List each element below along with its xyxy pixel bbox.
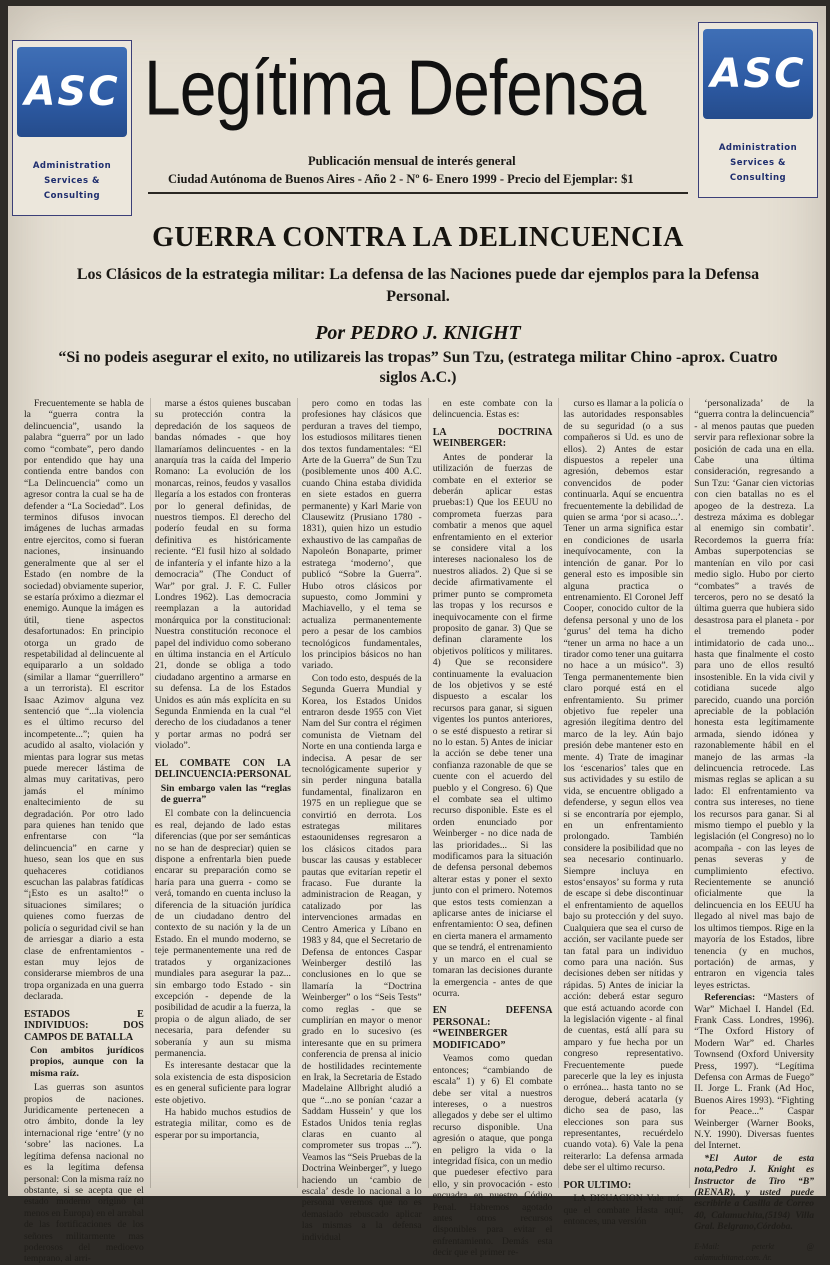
article-byline: Por PEDRO J. KNIGHT	[315, 322, 521, 344]
article-deck: Los Clásicos de la estrategia militar: La defensa de las Naciones puede dar ejemplos para la Defensa Personal.	[76, 266, 760, 305]
article-body	[24, 398, 815, 1265]
asc-logo-caption: Administration Services & Consulting	[32, 161, 112, 201]
references	[694, 992, 814, 1152]
column-4	[428, 398, 553, 1259]
paragraph: El combate con la delincuencia es real, dejando de lado estas diferencias (que por ser semánticas no se han de despreciar) quien se dispone a enfrentarla bien puede encarar su preparación como se haría para una guerra - como se verá, tomando en cuenta incluso la diferencia de la situación jurídica de un ciudadano dentro del contexto de su nación y la de un Estado. En el mundo moderno, se teje permanentemente una red de tratados y organizaciones mundiales para asegurar la paz... sin embargo todo Estado - sin excepción - depende de la posibilidad de acudir a la fuerza, la propia o de algun aliado, de ser necesaria, para defender su soberanía y aun su misma permanencia.	[154, 808, 291, 1059]
section-heading: ESTADOS E INDIVIDUOS: DOS CAMPOS DE BATALLA	[24, 1008, 144, 1043]
column-6	[689, 398, 815, 1263]
asc-logo-art	[703, 29, 813, 119]
section-subheading: Sin embargo valen las “reglas de guerra”	[160, 782, 291, 805]
section-heading: POR ULTIMO:	[563, 1179, 632, 1191]
paragraph: Las guerras son asuntos propios de naciones. Juridicamente pertenecen a otro ámbito, donde la ley internacional rige ‘entre’ (y no ‘sobre’ las naciones. La legítima defensa nacional no es la legítima defensa personal: Con la misma raíz no obstante, si se acepta que el estado moderno originó (al menos en Europa) en el arrabal de las fortificaciones de los señores militarmente mas poderosos del medioevo temprano, al arri-	[24, 1082, 144, 1265]
paragraph: Veamos como quedan entonces; “cambiando de escala” 1) y 6) El combate debe ser vital a nuestros intereses, o a nuestros allegados y debe ser el ultimo recurso disponible. Una agresión o ataque, que ponga en peligro la vida o la integridad física, con un medio que puedeser efectivo para ello, y sin provocación - esto encuadra en nuestro Código Penal. Habremos agotado antes otros recursos disponibles para evitar el enfrentamiento. Demás esta decir que el primer re-	[432, 1053, 553, 1259]
paragraph: Frecuentemente se habla de la “guerra contra la delincuencia”, usando la palabra “guerra” por un lado como “combate”, pero dando por entendido que hay una contienda entre bandos con “La Delincuencia” como un agresor contra la cual se ha de defender a “La Sociedad”. Los terminos difusos invocan imágenes de luchas armadas entre ejercitos, como si fueran naciones, insinuando generalmente que al ser el Estado (en nombre de la sociedad) obviamente superior, se estaría próximo a diezmar el enemigo. Aunque la imágen es útil, tiene aspectos desafortunados: En principio otorga un grado de respetabilidad al delincuente al equipararlo a un soldado (similar a llamar “guerrillero” a un terrorista). El escritor Isaac Azimov alguna vez sentenció que “...la violencia es el último recurso del incompetente...”; quien ha acudido al asalto, violación y mientas para lograr sus metas puede merecer lástima de almas muy caritativas, pero jamás el mínimo enaltecimiento de su degradación. Por otro lado para quienes han tenido que enfrentarse con “la delincuencia” en carne y hueso, sean los que en sus quehaceres cotidianos escuchan las palabras fatídicas “¡Esto es un asalto!” o situaciones similares; o quienes como fuerzas de policía o seguridad civil se han de arriesgar a diario a esta clase de enfrentamientos - estan muy lejos de considerarse miembros de una tropa organizada en una guerra declarada.	[24, 398, 144, 1003]
paragraph: marse a éstos quienes buscaban su protección contra la depredación de los saqueos de bandas nómades - que hoy llamaríamos delincuentes - en la anarquía tras la caída del Imperio Romano: La evolución de los monarcas, reinos, feudos y vasallos llegaría a los estados con fronteras por lo general definidas, de nuestros tiempos. El derecho del poderío feudal en su forma definitiva es históricamente reciente. “El fusil hizo al soldado de infantería y el infante hizo a la democracia” (The Conduct of War” por gral. J. F. C. Fuller Londres 1962). Las democracia reemplazan a la autoridad monárquica por la constitucional: Nuestra constitución reconoce el papel del individuo como soberano en última instancia en el Artículo 21, donde se obliga a todo ciudadano argentino a armarse en su defensa. La de los Estados Unidos es aún más explícita en su Segunda Enmienda en la cual “el derecho de los ciudadanos a tener y portar armas no podrá ser violado”.	[154, 398, 291, 752]
author-note: *El Autor de esta nota,Pedro J. Knight es Instructor de Tiro “B” (RENAR), y usted puede escribirle a Casilla de Correo 40, Calamuchita,(5194) Villa Gral. Belgrano,Córdoba.	[694, 1152, 815, 1233]
column-5	[558, 398, 684, 1227]
asc-logo-art	[17, 47, 127, 137]
paragraph: pero como en todas las profesiones hay clásicos que perduran a traves del tiempo, los estudiosos militares tienen dos textos fundamentales: “El Arte de la Guerra” de Sun Tzu (posiblemente unos 400 A.C. cuando China estaba dividida en siete estados en guerra permanente) y Karl Marie von Clausewitz (Prusiano 1780 - 1831), quien hizo un estudio exhaustivo de las campañas de Napoleón Bonaparte, primer estratega ‘moderno’, que publicó “Sobre la Guerra”. Hubo otros clásicos por supuesto, como Jommini y Machiavello, y el tema se actualiza permanentemente pero a pesar de los cambios tecnológicos fundamentales, los principios básicos no han variado.	[301, 398, 422, 672]
paragraph: curso es llamar a la policía o las autoridades responsables de su seguridad (o a sus compañeros si Ud. es uno de ellos). 2) Antes de estar dispuestos a repeler una agresión, debemos estar convencidos de poder continuarla. Aquí se encuentra frecuentemente la debilidad de quien se arma ‘por si acaso...’. Tener un arma significa estar en condiciones de usarla inequívocamente, con la intención de ganar. Por lo general esto es imposible sin alguna practica o entrenamiento. El Coronel Jeff Cooper, conocido cultor de la defensa personal y uno de los ‘gurus’ del tema ha dicho “tener un arma no hace a un tirador como tener una guitarra no hace a un músico”. 3) Tenga permanentemente bien claro porqué está en el enfrentamiento. Su primer objetivo fue repeler una agresión ilegítima dentro del marco de la ley. Aún bajo presión debe mantener esto en mente. 4) Trate de imaginar los ‘escenarios’ tales que en sus actividades y su estilo de vida, se encuentre obligado a defenderse, y segun ellos vea si se encontraría por ejemplo, en un enfrentamiento prolongado. También considere la posibilidad que no sea necesario continuarlo. Siempre incluya en estos‘ensayos’ su forma y ruta de escape si debe discontinuar el enfrentamiento de aquellos bajo su protección y del suyo. Cualquiera que sea el curso de acción, ser vacilante puede ser tan fatal para un individuo como para una nación. Sus decisiones deben ser nítidas y rápidas. 5) Antes de iniciar la acción: deberá estar seguro que está actuando acorde con la legislación vigente - al final de cuentas, está allí para su amparo y fue hecha por un congreso representativo. Frecuentemente puede parecerle que la ley es injusta o errónea... hasta tanto no se derogue, deberá acatarla (y dicho sea de paso, las elecciones son para sus representantes, recuérdelo cuando vota). 6) Vale la pena reiterarlo: La defensa armada debe ser el ultimo recurso.	[563, 398, 684, 1174]
asc-logo-caption: Administration Services & Consulting	[718, 143, 798, 183]
section-subheading: Con ambitos jurídicos propios, aunque con la misma raíz.	[30, 1045, 144, 1079]
section-heading: LA DOCTRINA WEINBERGER:	[432, 426, 553, 450]
asc-logo-letters: ASC	[24, 69, 120, 115]
article-epigraph: “Si no podeis asegurar el exito, no utilizareis las tropas” Sun Tzu, (estratega militar Chino -aprox. Cuatro siglos A.C.)	[58, 349, 778, 386]
paragraph: Con todo esto, después de la Segunda Guerra Mundial y Korea, los Estados Unidos entraron desde 1955 con Viet Nam del Sur contra el régimen comunista de Vietnam del Norte en una contienda larga e indecisa. A pesar de ser tecnológicamente superior y sin perder ninguna batalla fundamental, finalizaron en 1975 en un repliegue que se convirtió en derrota. Los estrategas militares estaounidenses regresaron a los clásicos citados para buscar las causas y establecer pautas que evitarían repetir el fracaso. Fue durante la administracion de Reagan, y catalizado por las intervenciones armadas en Centro America y Líbano en 1983 y 84, que el Secretario de Defensa de entonces Caspar Weinberger destiló las conclusiones en lo que se llamaría la “Doctrina Weinberger” o los “Seis Tests” como reglas - que se cumplirían en mayor o menor grado en lo sucesivo (es interesante que en su primera conferencia de prensa al inicio de hostilidades recintemente en Irak, la Secretaria de Estado Madelaine Allbright aludió a que “...no se ponían ‘cazar a Saddam Hussein’ y que los Estados Unidos tenia reglas claras en cuanto al comprometer sus tropas ...”). Veamos las “Seis Pruebas de la Doctrina Weinberger”, y luego haciendo un ‘cambio de escala’ desde lo nacional a lo personal veremos que no es demasiado rebuscado aplicar las mismas a la defensa individual	[301, 672, 422, 1243]
paragraph: Antes de ponderar la utilización de fuerzas de combate en el exterior se deberán aplicar estas pruebas:1) Que los EEUU no comprometa fuerzas para combatir a menos que aquel enfrentamiento en el exterior se considere vital a los intereses nacionaleso los de nuestros aliados. 2) Que si se decide afirmativamente el primer punto se comprometa las tropas y los recursos e inequivocamente con el firme proposito de ganar. 3) Que se definan claramente los objetivos políticos y militares. 4) Que se reconsidere continuamente la evaluacion de los objetivos y se esté dispuesto a escalar los recursos para ganar, si siguen vigentes los puntos anteriores, o se esté dispuesto a retirar si no lo estan. 5) Antes de iniciar la acción se debe tener una confianza razonable de que se cuente con el acuerdo del pueblo y el Congreso. 6) Que el combate sea el ultimo recurso disponible. Este es el orden enunciado por Weinberger - no dice nada de las prioridades... Si las modificamos para la situación de defensa personal debemos alterar estas y poner el sexto junto con el primero. Notemos que estos tests comienzan a aplicarse antes de iniciarse el enfrentamiento: O sea, definen en cierta manera el armamento que se tendrá, el entrenamiento y un marco en el cual se tomaran las decisiones durante la emergencia - antes de que ocurra.	[432, 451, 553, 999]
asc-logo-left	[12, 40, 132, 216]
column-2	[150, 398, 291, 1188]
paragraph: LA DISUACION Vale más que el combate Hasta aquí, entonces, una versión	[563, 1193, 684, 1227]
section-heading: EN DEFENSA PERSONAL: “WEINBERGER MODIFICADO”	[432, 1005, 553, 1051]
paragraph: en este combate con la delincuencia. Estas es:	[432, 398, 553, 421]
paragraph: ‘personalizada’ de la “guerra contra la delincuencia” - al menos pautas que pueden servir para reflexionar sobre la posición de cada una en ella. Cabe una última consideración, regresando a Sun Tzu: ‘Ganar cien victorias con cien batallas no es el apogeo de la destreza. La destreza máxima es doblegar al enemigo sin combatir’. Recordemos la guerra fría: Ambas superpotencias se mantenían en vilo por casi medio siglo. Hubo por cierto “combates” a través de terceros, pero no se desató la última guerra que hubiera sido desastrosa para el planeta - por el tremendo poder intimidatorio de cada uno... hasta que finalmente el costo para uno de ellos resultó insostenible. En la vida civil y cotidiana sucede algo parecido, cuando una porción apreciable de la población honesta esta legítimamente armada, siendo idónea y razonablemente hábil en el manejo de las armas -la delincuencia retrocede. Las mismas reglas se aplican a su lado: El enfrentamiento va contra sus intereses, no tiene los recursos para ganar. Si al mismo tiempo el pueblo y la legislación (el Congreso) no lo acompaña - con las leyes de penas severas y de cumplimiento efectivo. Recientemente se anunció oficialmente que la delincuencia en los EEUU ha llegado al nivel mas bajo de los ultimos tiempos. Rige en la mayoría de los Estados, libre tenencia (y en muchos, portación) de armas, y entraron en vigencia tales leyes estrictas.	[694, 398, 815, 991]
asc-logo-right	[698, 22, 818, 198]
references-label: Referencias:	[704, 992, 756, 1004]
paragraph: Ha habido muchos estudios de estrategia militar, como es de esperar por su importancia,	[154, 1106, 291, 1141]
section-heading: EL COMBATE CON LA DELINCUENCIA:PERSONAL	[154, 757, 291, 781]
masthead-divider	[148, 192, 688, 194]
newspaper-subtitle: Publicación mensual de interés general	[308, 154, 516, 168]
issue-info: Ciudad Autónoma de Buenos Aires - Año 2 - Nº 6- Enero 1999 - Precio del Ejemplar: $1	[168, 172, 634, 186]
paragraph: Es interesante destacar que la sola existencia de esta disposicion es en general suficiente para lograr este objetivo.	[154, 1060, 291, 1106]
newspaper-title: Legítima Defensa	[144, 43, 646, 131]
asc-logo-letters: ASC	[710, 51, 806, 97]
author-email: E-Mail: peterkt @ calamuchitanet.com. Ar.	[694, 1241, 815, 1263]
newspaper-page	[8, 6, 826, 1265]
column-1	[24, 398, 144, 1265]
references-text: “Masters of War” Michael I. Handel (Ed. Frank Cass. Londres, 1996). “The Oxford History of Modern War” ed. Charles Townsend (Oxford University Press, 1997). “Legítima Defensa con Armas de Fuego” II. Jorge L. Frank (Ad Hoc, Buenos Aires 1993). “Fighting for Peace...” Caspar Weinberger (Warner Books, N.Y. 1990). Diversas fuentes del Internet.	[694, 992, 815, 1152]
column-3	[297, 398, 422, 1243]
article-headline: GUERRA CONTRA LA DELINCUENCIA	[152, 222, 684, 253]
